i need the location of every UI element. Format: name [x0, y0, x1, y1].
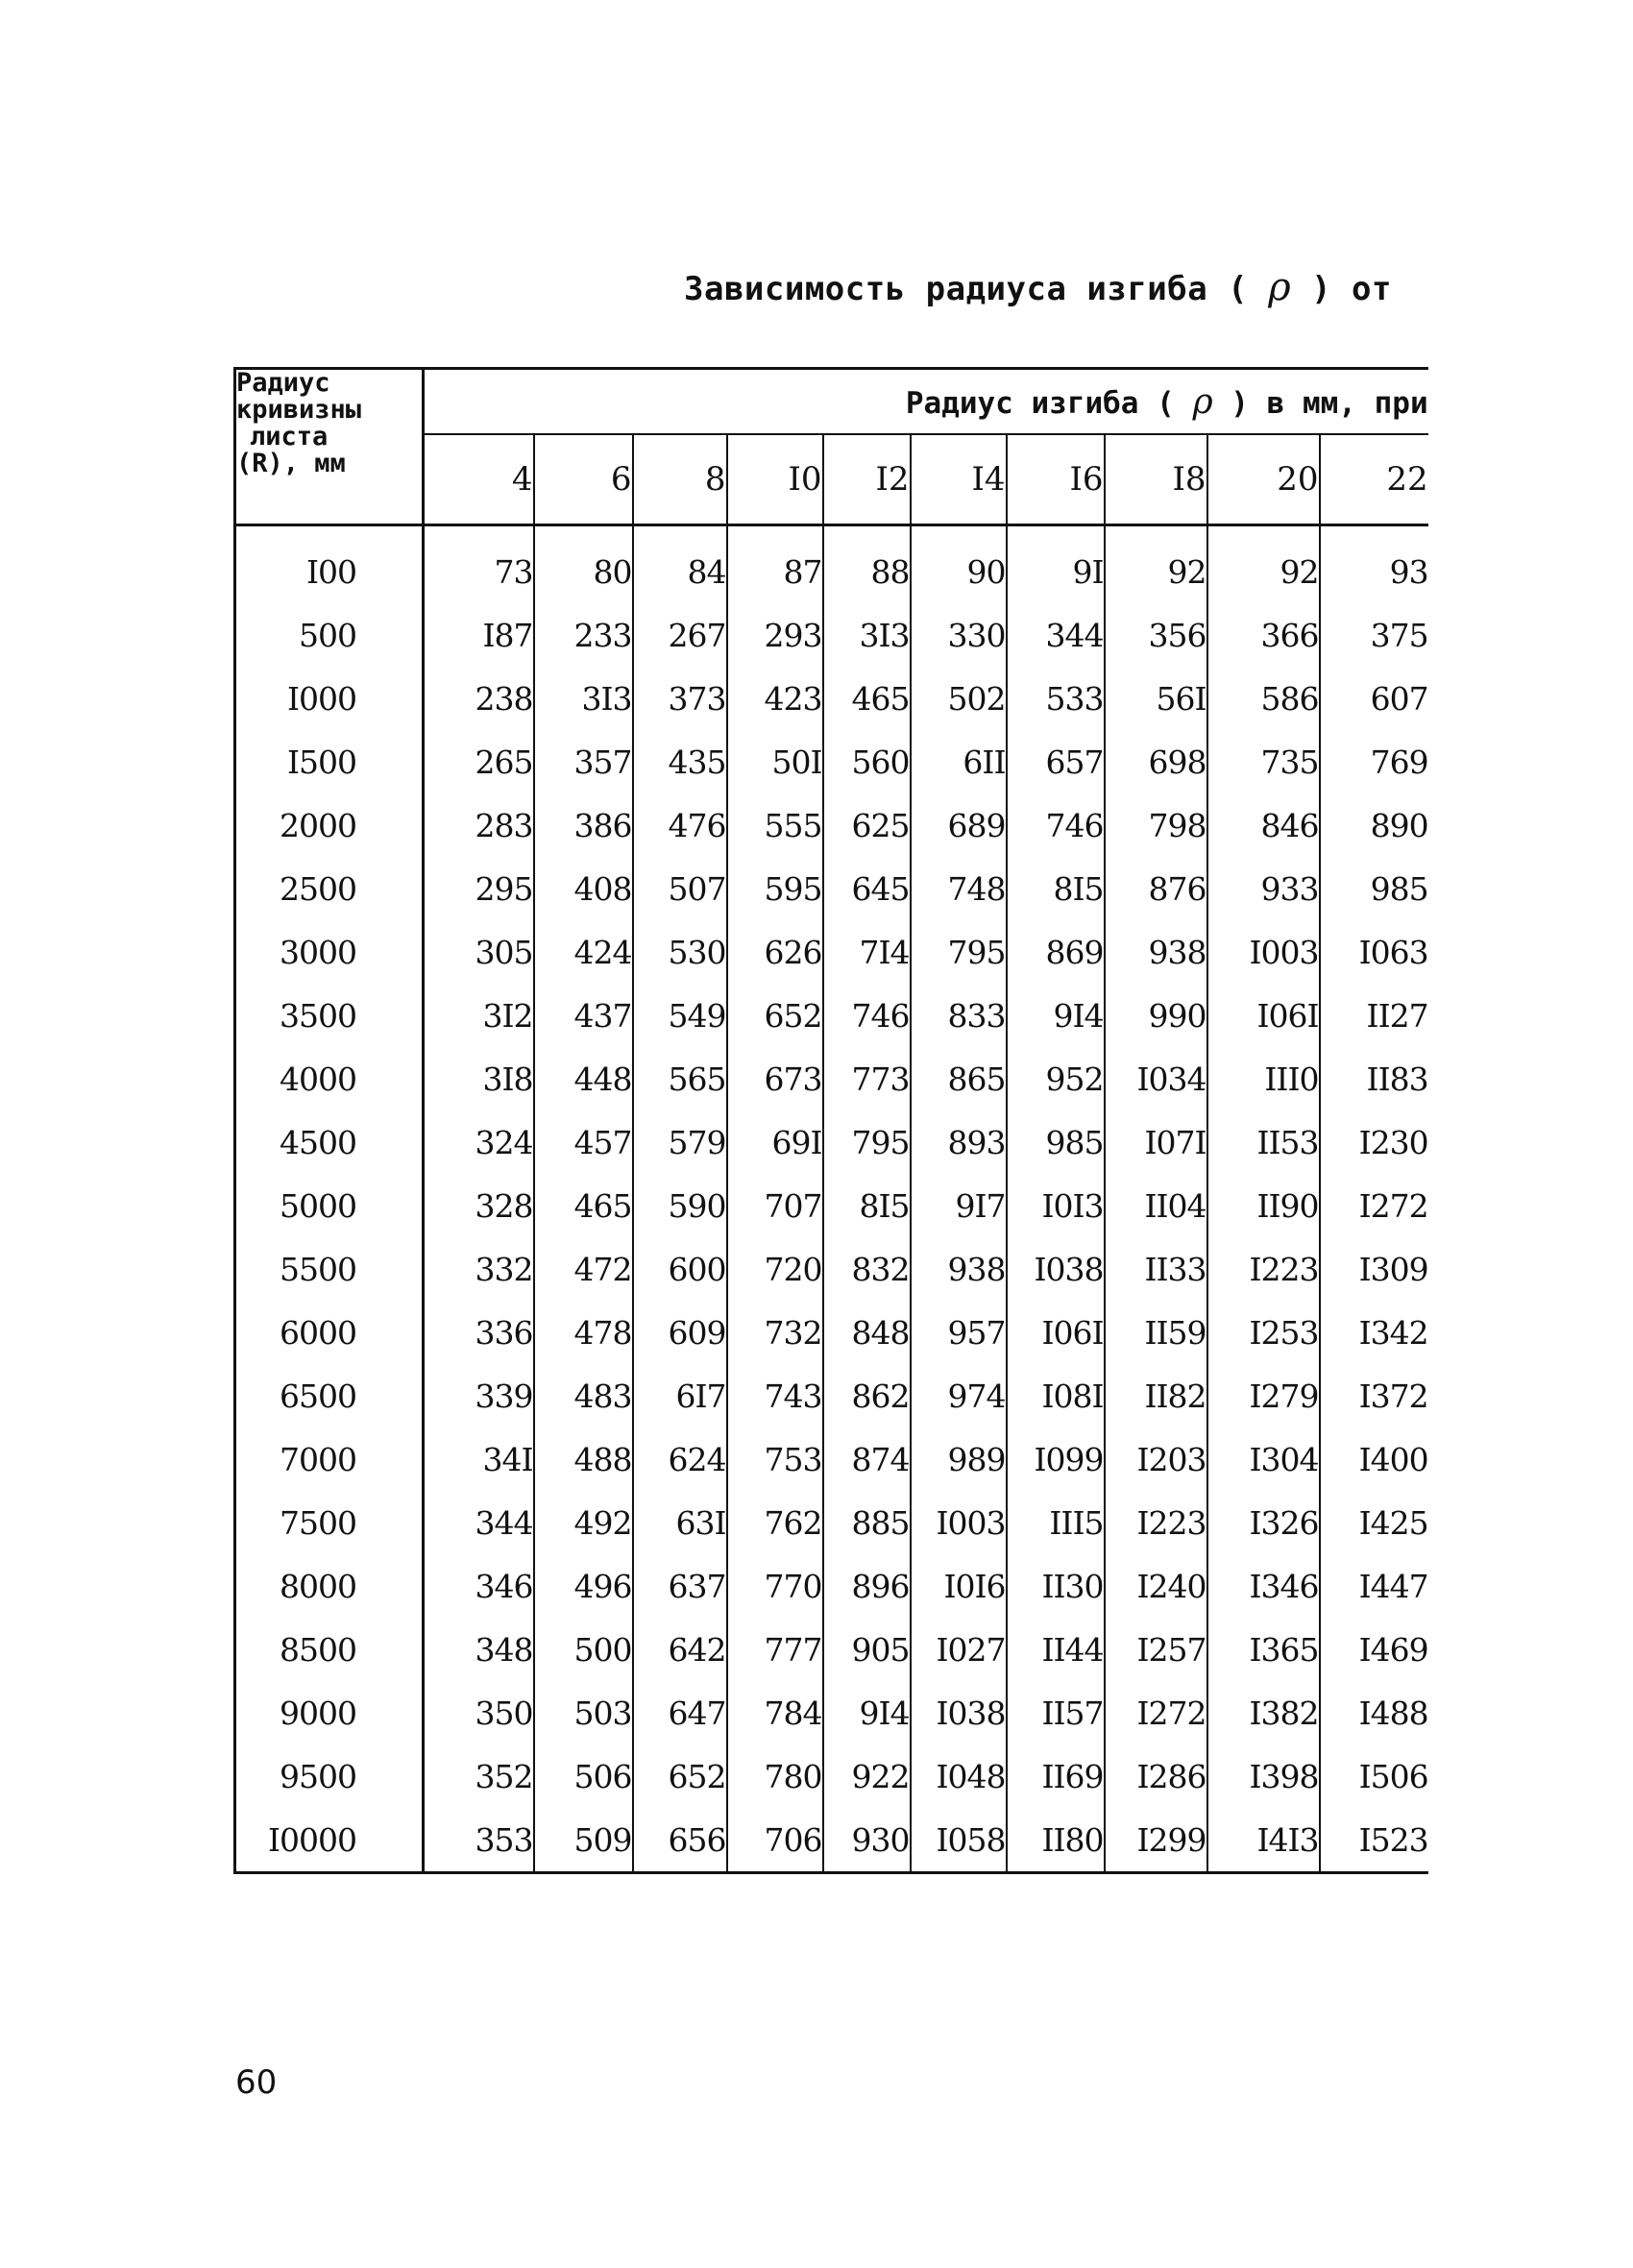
table-row — [235, 1491, 1428, 1554]
sheet-radius-cell: I000 — [235, 667, 424, 730]
bend-radius-cell: I257 — [1105, 1618, 1207, 1681]
group-header-prefix: Радиус изгиба ( — [905, 385, 1193, 421]
bend-radius-cell: 3I2 — [424, 984, 534, 1047]
bend-radius-cell: 80 — [534, 525, 633, 604]
bend-radius-cell: 657 — [1007, 730, 1105, 793]
bend-radius-cell: 770 — [727, 1554, 823, 1618]
sheet-radius-cell: 5500 — [235, 1237, 424, 1301]
bend-radius-cell: 386 — [534, 793, 633, 857]
bend-radius-cell: 869 — [1007, 920, 1105, 984]
row-header-line: (R), мм — [236, 449, 346, 478]
table-row — [235, 1174, 1428, 1237]
bend-radius-cell: I299 — [1105, 1808, 1207, 1873]
bend-radius-cell: I230 — [1320, 1110, 1428, 1174]
bend-radius-cell: 652 — [727, 984, 823, 1047]
bend-radius-cell: 748 — [911, 857, 1007, 920]
bend-radius-cell: 890 — [1320, 793, 1428, 857]
bend-radius-cell: 357 — [534, 730, 633, 793]
table-caption — [684, 265, 1392, 309]
column-header: 22 — [1320, 434, 1428, 525]
sheet-radius-cell: 2500 — [235, 857, 424, 920]
bend-radius-cell: I06I — [1007, 1301, 1105, 1364]
bend-radius-cell: 346 — [424, 1554, 534, 1618]
group-header-suffix: ) в мм, при — [1212, 385, 1428, 421]
bend-radius-cell: 642 — [633, 1618, 727, 1681]
bend-radius-cell: 496 — [534, 1554, 633, 1618]
bend-radius-table — [233, 367, 1428, 1874]
sheet-radius-cell: 7000 — [235, 1427, 424, 1491]
bend-radius-cell: I304 — [1207, 1427, 1320, 1491]
bend-radius-cell: 706 — [727, 1808, 823, 1873]
row-header-line: листа — [250, 422, 329, 451]
bend-radius-cell: 7I4 — [823, 920, 911, 984]
bend-radius-cell: 600 — [633, 1237, 727, 1301]
bend-radius-cell: 84 — [633, 525, 727, 604]
bend-radius-cell: 305 — [424, 920, 534, 984]
table-row — [235, 1110, 1428, 1174]
bend-radius-cell: 267 — [633, 603, 727, 667]
bend-radius-cell: 330 — [911, 603, 1007, 667]
bend-radius-cell: 780 — [727, 1744, 823, 1808]
bend-radius-cell: 8I5 — [823, 1174, 911, 1237]
bend-radius-cell: 746 — [1007, 793, 1105, 857]
bend-radius-cell: 777 — [727, 1618, 823, 1681]
column-header: 8 — [633, 434, 727, 525]
bend-radius-cell: I063 — [1320, 920, 1428, 984]
bend-radius-cell: I272 — [1320, 1174, 1428, 1237]
sheet-radius-cell: 3000 — [235, 920, 424, 984]
bend-radius-cell: I06I — [1207, 984, 1320, 1047]
bend-radius-cell: 483 — [534, 1364, 633, 1427]
bend-radius-cell: 332 — [424, 1237, 534, 1301]
bend-radius-cell: 435 — [633, 730, 727, 793]
bend-radius-cell: 350 — [424, 1681, 534, 1744]
table-row — [235, 1301, 1428, 1364]
sheet-radius-cell: 6000 — [235, 1301, 424, 1364]
bend-radius-cell: 922 — [823, 1744, 911, 1808]
bend-radius-cell: 707 — [727, 1174, 823, 1237]
bend-radius-cell: 746 — [823, 984, 911, 1047]
sheet-radius-cell: 4000 — [235, 1047, 424, 1110]
bend-radius-cell: 6I7 — [633, 1364, 727, 1427]
sheet-radius-cell: 5000 — [235, 1174, 424, 1237]
bend-radius-cell: 753 — [727, 1427, 823, 1491]
bend-radius-cell: I027 — [911, 1618, 1007, 1681]
bend-radius-cell: 375 — [1320, 603, 1428, 667]
bend-radius-cell: 92 — [1105, 525, 1207, 604]
sheet-radius-cell: 7500 — [235, 1491, 424, 1554]
bend-radius-cell: I038 — [911, 1681, 1007, 1744]
bend-radius-cell: 590 — [633, 1174, 727, 1237]
table-row — [235, 1618, 1428, 1681]
bend-radius-cell: I447 — [1320, 1554, 1428, 1618]
bend-radius-cell: 609 — [633, 1301, 727, 1364]
caption-prefix: Зависимость радиуса изгиба ( — [684, 270, 1269, 308]
bend-radius-cell: 448 — [534, 1047, 633, 1110]
row-header-line: Радиус — [236, 368, 330, 398]
bend-radius-cell: 437 — [534, 984, 633, 1047]
bend-radius-cell: I469 — [1320, 1618, 1428, 1681]
bend-radius-cell: I488 — [1320, 1681, 1428, 1744]
bend-radius-cell: 607 — [1320, 667, 1428, 730]
bend-radius-cell: 63I — [633, 1491, 727, 1554]
table-row — [235, 730, 1428, 793]
bend-radius-cell: 509 — [534, 1808, 633, 1873]
table-row — [235, 603, 1428, 667]
sheet-radius-cell: 3500 — [235, 984, 424, 1047]
bend-radius-cell: 938 — [1105, 920, 1207, 984]
bend-radius-cell: 424 — [534, 920, 633, 984]
bend-radius-cell: 502 — [911, 667, 1007, 730]
sheet-radius-cell: 4500 — [235, 1110, 424, 1174]
bend-radius-cell: 506 — [534, 1744, 633, 1808]
bend-radius-cell: 773 — [823, 1047, 911, 1110]
column-header: I6 — [1007, 434, 1105, 525]
bend-radius-cell: 874 — [823, 1427, 911, 1491]
bend-radius-cell: 73 — [424, 525, 534, 604]
bend-radius-cell: I034 — [1105, 1047, 1207, 1110]
bend-radius-cell: 974 — [911, 1364, 1007, 1427]
bend-radius-cell: 743 — [727, 1364, 823, 1427]
bend-radius-cell: 344 — [424, 1491, 534, 1554]
bend-radius-cell: 56I — [1105, 667, 1207, 730]
bend-radius-cell: 579 — [633, 1110, 727, 1174]
bend-radius-cell: 595 — [727, 857, 823, 920]
bend-radius-cell: I048 — [911, 1744, 1007, 1808]
bend-radius-cell: II53 — [1207, 1110, 1320, 1174]
column-header: I8 — [1105, 434, 1207, 525]
sheet-radius-cell: 500 — [235, 603, 424, 667]
bend-radius-cell: 985 — [1320, 857, 1428, 920]
bend-radius-cell: I279 — [1207, 1364, 1320, 1427]
bend-radius-cell: II33 — [1105, 1237, 1207, 1301]
bend-radius-cell: II83 — [1320, 1047, 1428, 1110]
bend-radius-cell: 865 — [911, 1047, 1007, 1110]
bend-radius-cell: 295 — [424, 857, 534, 920]
bend-radius-cell: 885 — [823, 1491, 911, 1554]
bend-radius-cell: 952 — [1007, 1047, 1105, 1110]
bend-radius-cell: 533 — [1007, 667, 1105, 730]
bend-radius-cell: 989 — [911, 1427, 1007, 1491]
row-header-line: кривизны — [236, 395, 362, 425]
bend-radius-cell: 833 — [911, 984, 1007, 1047]
bend-radius-cell: 905 — [823, 1618, 911, 1681]
bend-radius-cell: 353 — [424, 1808, 534, 1873]
bend-radius-cell: I003 — [1207, 920, 1320, 984]
bend-radius-cell: I342 — [1320, 1301, 1428, 1364]
bend-radius-cell: 478 — [534, 1301, 633, 1364]
bend-radius-cell: 933 — [1207, 857, 1320, 920]
sheet-radius-cell: I0000 — [235, 1808, 424, 1873]
bend-radius-cell: III5 — [1007, 1491, 1105, 1554]
table-body — [235, 525, 1428, 1873]
column-header: 20 — [1207, 434, 1320, 525]
bend-radius-cell: 698 — [1105, 730, 1207, 793]
bend-radius-cell: 233 — [534, 603, 633, 667]
bend-radius-cell: 9I4 — [1007, 984, 1105, 1047]
bend-radius-cell: 795 — [823, 1110, 911, 1174]
bend-radius-cell: 549 — [633, 984, 727, 1047]
bend-radius-cell: 8I5 — [1007, 857, 1105, 920]
bend-radius-cell: 9I7 — [911, 1174, 1007, 1237]
bend-radius-cell: 69I — [727, 1110, 823, 1174]
bend-radius-cell: 6II — [911, 730, 1007, 793]
table-row — [235, 1237, 1428, 1301]
bend-radius-cell: 408 — [534, 857, 633, 920]
bend-radius-cell: 344 — [1007, 603, 1105, 667]
bend-radius-cell: 798 — [1105, 793, 1207, 857]
bend-radius-cell: 565 — [633, 1047, 727, 1110]
sheet-radius-cell: 9500 — [235, 1744, 424, 1808]
bend-radius-cell: 862 — [823, 1364, 911, 1427]
bend-radius-cell: 784 — [727, 1681, 823, 1744]
table-row — [235, 857, 1428, 920]
bend-radius-cell: 893 — [911, 1110, 1007, 1174]
rho-symbol: ρ — [1192, 381, 1213, 422]
bend-radius-cell: I003 — [911, 1491, 1007, 1554]
bend-radius-cell: 530 — [633, 920, 727, 984]
sheet-radius-cell: 6500 — [235, 1364, 424, 1427]
bend-radius-cell: 3I3 — [823, 603, 911, 667]
sheet-radius-cell: 2000 — [235, 793, 424, 857]
bend-radius-cell: 896 — [823, 1554, 911, 1618]
bend-radius-cell: 848 — [823, 1301, 911, 1364]
bend-radius-cell: 624 — [633, 1427, 727, 1491]
caption-suffix: ) от — [1291, 270, 1392, 308]
bend-radius-cell: I272 — [1105, 1681, 1207, 1744]
bend-radius-cell: II57 — [1007, 1681, 1105, 1744]
bend-radius-cell: 957 — [911, 1301, 1007, 1364]
bend-radius-cell: 586 — [1207, 667, 1320, 730]
bend-radius-cell: I07I — [1105, 1110, 1207, 1174]
table-row — [235, 1364, 1428, 1427]
bend-radius-cell: II44 — [1007, 1618, 1105, 1681]
bend-radius-cell: 488 — [534, 1427, 633, 1491]
bend-radius-cell: 656 — [633, 1808, 727, 1873]
bend-radius-cell: 457 — [534, 1110, 633, 1174]
bend-radius-cell: 876 — [1105, 857, 1207, 920]
bend-radius-cell: I099 — [1007, 1427, 1105, 1491]
bend-radius-cell: II30 — [1007, 1554, 1105, 1618]
table-row — [235, 667, 1428, 730]
bend-radius-cell: 985 — [1007, 1110, 1105, 1174]
bend-radius-cell: II69 — [1007, 1744, 1105, 1808]
table-row — [235, 984, 1428, 1047]
table-row — [235, 1744, 1428, 1808]
row-header-cell — [235, 369, 424, 525]
bend-radius-cell: II27 — [1320, 984, 1428, 1047]
bend-radius-cell: I523 — [1320, 1808, 1428, 1873]
column-header: I4 — [911, 434, 1007, 525]
bend-radius-cell: I223 — [1105, 1491, 1207, 1554]
bend-radius-cell: I038 — [1007, 1237, 1105, 1301]
bend-radius-cell: 735 — [1207, 730, 1320, 793]
sheet-radius-cell: I00 — [235, 525, 424, 604]
bend-radius-cell: I0I3 — [1007, 1174, 1105, 1237]
bend-radius-cell: I4I3 — [1207, 1808, 1320, 1873]
bend-radius-cell: 645 — [823, 857, 911, 920]
bend-radius-cell: 492 — [534, 1491, 633, 1554]
bend-radius-cell: I203 — [1105, 1427, 1207, 1491]
table-row — [235, 1047, 1428, 1110]
sheet-radius-cell: 8500 — [235, 1618, 424, 1681]
bend-radius-cell: 647 — [633, 1681, 727, 1744]
bend-radius-cell: I223 — [1207, 1237, 1320, 1301]
bend-radius-cell: 637 — [633, 1554, 727, 1618]
bend-radius-cell: 465 — [823, 667, 911, 730]
bend-radius-cell: 339 — [424, 1364, 534, 1427]
bend-radius-cell: II59 — [1105, 1301, 1207, 1364]
bend-radius-cell: I058 — [911, 1808, 1007, 1873]
bend-radius-cell: I365 — [1207, 1618, 1320, 1681]
table-row — [235, 1681, 1428, 1744]
bend-radius-cell: 88 — [823, 525, 911, 604]
bend-radius-cell: 720 — [727, 1237, 823, 1301]
bend-radius-cell: 503 — [534, 1681, 633, 1744]
bend-radius-cell: 626 — [727, 920, 823, 984]
table-row — [235, 1554, 1428, 1618]
bend-radius-cell: 366 — [1207, 603, 1320, 667]
bend-radius-cell: 348 — [424, 1618, 534, 1681]
bend-radius-cell: 938 — [911, 1237, 1007, 1301]
column-header: 6 — [534, 434, 633, 525]
bend-radius-cell: II80 — [1007, 1808, 1105, 1873]
group-header-cell — [424, 369, 1428, 435]
bend-radius-cell: 34I — [424, 1427, 534, 1491]
table-row — [235, 1808, 1428, 1873]
bend-radius-cell: I253 — [1207, 1301, 1320, 1364]
bend-radius-cell: 507 — [633, 857, 727, 920]
bend-radius-cell: 50I — [727, 730, 823, 793]
bend-radius-cell: I309 — [1320, 1237, 1428, 1301]
sheet-radius-cell: 8000 — [235, 1554, 424, 1618]
bend-radius-cell: 732 — [727, 1301, 823, 1364]
column-header: I0 — [727, 434, 823, 525]
bend-radius-cell: 990 — [1105, 984, 1207, 1047]
bend-radius-cell: 265 — [424, 730, 534, 793]
bend-radius-cell: I87 — [424, 603, 534, 667]
bend-radius-cell: 238 — [424, 667, 534, 730]
table-row — [235, 793, 1428, 857]
bend-radius-cell: 93 — [1320, 525, 1428, 604]
bend-radius-cell: 90 — [911, 525, 1007, 604]
table-row — [235, 525, 1428, 604]
bend-radius-cell: I240 — [1105, 1554, 1207, 1618]
bend-radius-cell: 625 — [823, 793, 911, 857]
bend-radius-cell: I400 — [1320, 1427, 1428, 1491]
bend-radius-cell: I398 — [1207, 1744, 1320, 1808]
bend-radius-cell: 328 — [424, 1174, 534, 1237]
bend-radius-cell: II04 — [1105, 1174, 1207, 1237]
column-header: I2 — [823, 434, 911, 525]
bend-radius-cell: 560 — [823, 730, 911, 793]
bend-radius-cell: I346 — [1207, 1554, 1320, 1618]
bend-radius-cell: 87 — [727, 525, 823, 604]
bend-radius-cell: 373 — [633, 667, 727, 730]
table-row — [235, 920, 1428, 984]
bend-radius-cell: 356 — [1105, 603, 1207, 667]
bend-radius-cell: 476 — [633, 793, 727, 857]
bend-radius-cell: III0 — [1207, 1047, 1320, 1110]
column-header: 4 — [424, 434, 534, 525]
bend-radius-cell: 9I4 — [823, 1681, 911, 1744]
bend-radius-cell: I286 — [1105, 1744, 1207, 1808]
page-number: 60 — [235, 2063, 278, 2102]
bend-radius-cell: I0I6 — [911, 1554, 1007, 1618]
bend-radius-cell: 423 — [727, 667, 823, 730]
table-row — [235, 1427, 1428, 1491]
bend-radius-cell: 9I — [1007, 525, 1105, 604]
bend-radius-cell: 283 — [424, 793, 534, 857]
bend-radius-cell: I08I — [1007, 1364, 1105, 1427]
bend-radius-cell: II90 — [1207, 1174, 1320, 1237]
bend-radius-cell: I425 — [1320, 1491, 1428, 1554]
bend-radius-cell: 92 — [1207, 525, 1320, 604]
bend-radius-cell: 555 — [727, 793, 823, 857]
bend-radius-cell: 846 — [1207, 793, 1320, 857]
bend-radius-cell: I506 — [1320, 1744, 1428, 1808]
bend-radius-cell: I372 — [1320, 1364, 1428, 1427]
bend-radius-cell: 689 — [911, 793, 1007, 857]
bend-radius-cell: II82 — [1105, 1364, 1207, 1427]
bend-radius-cell: 673 — [727, 1047, 823, 1110]
bend-radius-cell: 465 — [534, 1174, 633, 1237]
bend-radius-cell: 336 — [424, 1301, 534, 1364]
sheet-radius-cell: I500 — [235, 730, 424, 793]
bend-radius-cell: 795 — [911, 920, 1007, 984]
bend-radius-cell: 3I8 — [424, 1047, 534, 1110]
bend-radius-cell: 3I3 — [534, 667, 633, 730]
bend-radius-cell: 832 — [823, 1237, 911, 1301]
bend-radius-cell: 293 — [727, 603, 823, 667]
rho-symbol: ρ — [1268, 265, 1292, 309]
sheet-radius-cell: 9000 — [235, 1681, 424, 1744]
bend-radius-cell: 762 — [727, 1491, 823, 1554]
bend-radius-cell: 769 — [1320, 730, 1428, 793]
group-header-row — [235, 369, 1428, 435]
bend-radius-cell: 352 — [424, 1744, 534, 1808]
bend-radius-cell: 324 — [424, 1110, 534, 1174]
bend-radius-cell: 652 — [633, 1744, 727, 1808]
bend-radius-cell: 472 — [534, 1237, 633, 1301]
bend-radius-cell: 930 — [823, 1808, 911, 1873]
bend-radius-cell: I326 — [1207, 1491, 1320, 1554]
bend-radius-cell: I382 — [1207, 1681, 1320, 1744]
bend-radius-cell: 500 — [534, 1618, 633, 1681]
